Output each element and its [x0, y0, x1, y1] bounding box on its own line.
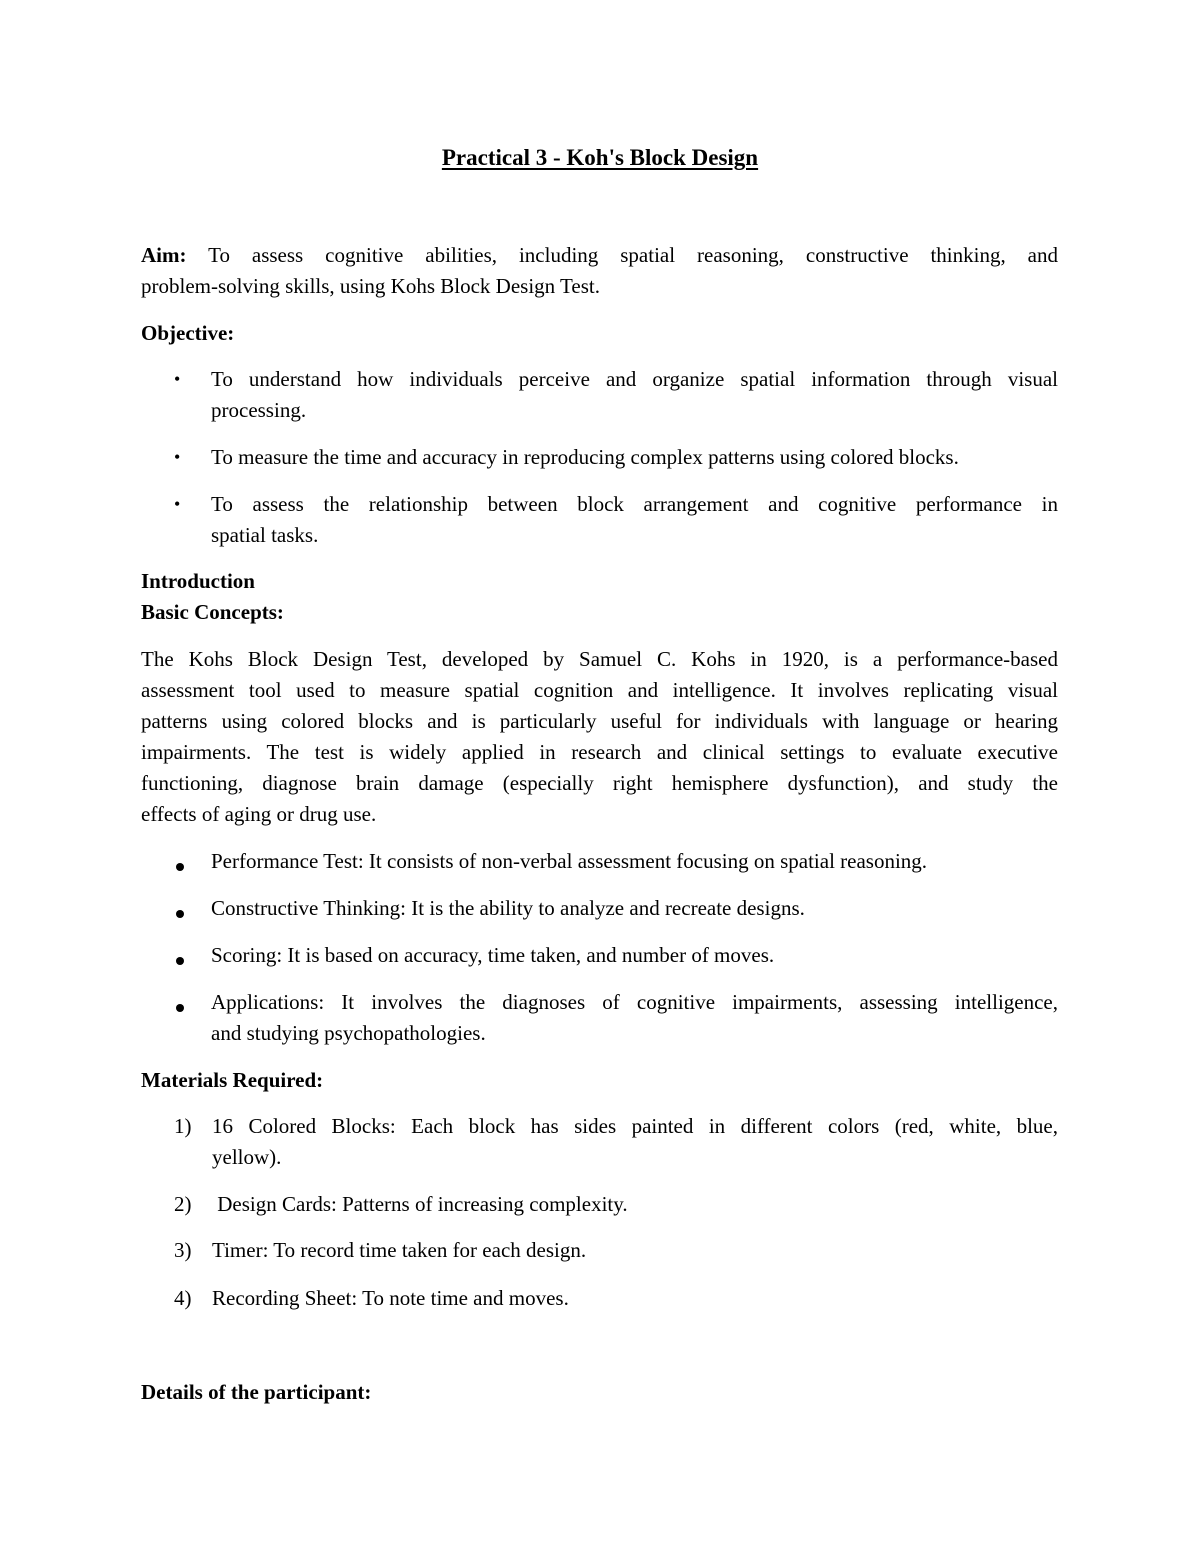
material-item-4-line-1: Recording Sheet: To note time and moves.: [212, 1286, 569, 1310]
introduction-heading: Introduction: [141, 569, 255, 593]
material-number-4: 4): [174, 1286, 192, 1310]
material-number-3: 3): [174, 1238, 192, 1262]
concept-item-2-line-1: Constructive Thinking: It is the ability to analyze and recreate designs.: [211, 896, 805, 920]
objective-item-2-line-1: To measure the time and accuracy in reproducing complex patterns using colored blocks.: [211, 445, 959, 469]
basic-concepts-heading: Basic Concepts:: [141, 600, 284, 624]
intro-paragraph-line-4: impairments. The test is widely applied in research and clinical settings to evaluate executive: [141, 740, 1058, 764]
intro-paragraph-line-2: assessment tool used to measure spatial cognition and intelligence. It involves replicating visual: [141, 678, 1058, 702]
objective-bullet-3: •: [174, 494, 181, 514]
concept-item-4-line-1: Applications: It involves the diagnoses of cognitive impairments, assessing intelligence,: [211, 990, 1058, 1014]
material-item-2-line-1: Design Cards: Patterns of increasing complexity.: [212, 1192, 628, 1216]
material-item-1-line-2: yellow).: [212, 1145, 282, 1169]
page-title-text: Practical 3 - Koh's Block Design: [441, 145, 759, 170]
aim-line-1: [141, 240, 1058, 271]
material-number-2: 2): [174, 1192, 192, 1216]
intro-paragraph-line-3: patterns using colored blocks and is particularly useful for individuals with language or hearing: [141, 709, 1058, 733]
intro-paragraph-line-6: effects of aging or drug use.: [141, 802, 377, 826]
material-item-3-line-1: Timer: To record time taken for each design.: [212, 1238, 587, 1262]
concept-item-3-line-1: Scoring: It is based on accuracy, time taken, and number of moves.: [211, 943, 775, 967]
objective-item-1-line-2: processing.: [211, 398, 307, 422]
intro-paragraph-line-1: The Kohs Block Design Test, developed by Samuel C. Kohs in 1920, is a performance-based: [141, 647, 1058, 671]
aim-text-1: To assess cognitive abilities, including spatial reasoning, constructive thinking, and: [208, 243, 1058, 267]
page-title: [0, 140, 1200, 176]
material-item-1-line-1: 16 Colored Blocks: Each block has sides painted in different colors (red, white, blue,: [212, 1114, 1058, 1138]
objective-heading: Objective:: [141, 321, 235, 345]
participant-heading: Details of the participant:: [141, 1380, 372, 1404]
objective-bullet-1: •: [174, 369, 181, 389]
concept-bullet-1: [176, 858, 184, 876]
materials-heading: Materials Required:: [141, 1068, 324, 1092]
concept-bullet-2: [176, 905, 184, 923]
concept-item-4-line-2: and studying psychopathologies.: [211, 1021, 486, 1045]
concept-bullet-3: [176, 952, 184, 970]
objective-item-3-line-2: spatial tasks.: [211, 523, 319, 547]
objective-item-3-line-1: To assess the relationship between block arrangement and cognitive performance in: [211, 492, 1058, 516]
concept-bullet-4: [176, 999, 184, 1017]
objective-bullet-2: •: [174, 447, 181, 467]
concept-item-1-line-1: Performance Test: It consists of non-verbal assessment focusing on spatial reasoning.: [211, 849, 928, 873]
material-number-1: 1): [174, 1114, 192, 1138]
intro-paragraph-line-5: functioning, diagnose brain damage (especially right hemisphere dysfunction), and study the: [141, 771, 1058, 795]
aim-label: Aim:: [141, 243, 187, 267]
objective-item-1-line-1: To understand how individuals perceive and organize spatial information through visual: [211, 367, 1058, 391]
aim-line-2: problem-solving skills, using Kohs Block Design Test.: [141, 274, 600, 298]
